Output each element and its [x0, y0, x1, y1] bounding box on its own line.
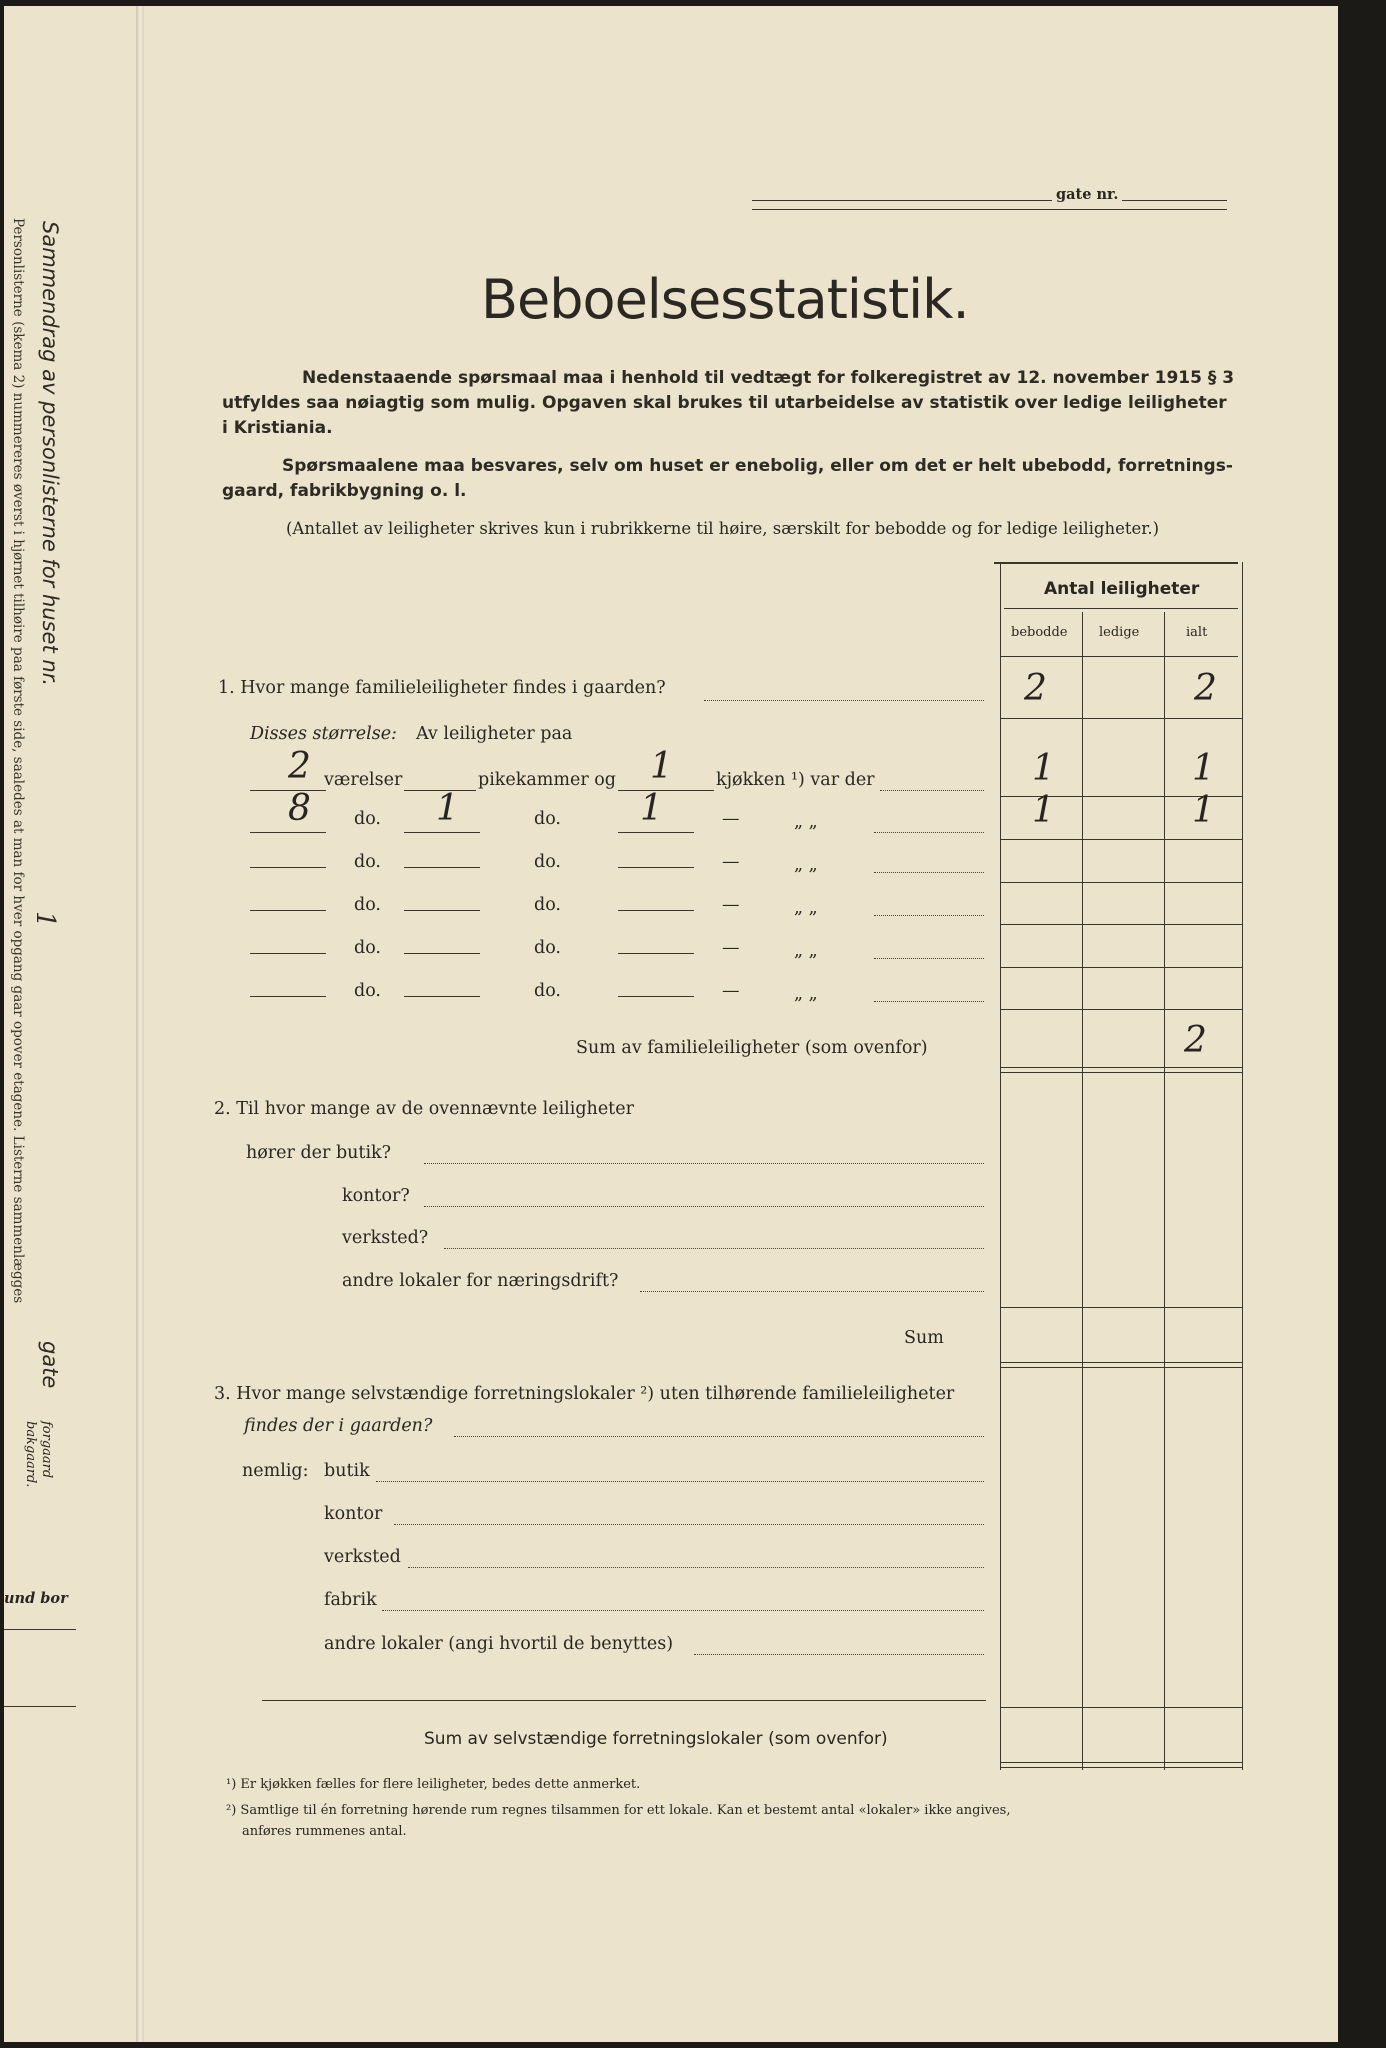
leader-dots: [382, 1610, 984, 1611]
do-label: do.: [354, 938, 381, 958]
kjokken-label: kjøkken ¹) var der: [716, 770, 875, 790]
do-label: do.: [354, 852, 381, 872]
sidebar-handwritten-number: 1: [30, 911, 60, 928]
q1-sum-ialt: 2: [1184, 1020, 1207, 1061]
table-top-rule: [994, 562, 1238, 564]
q1-row2-maid: 1: [436, 788, 459, 829]
col-ialt: ialt: [1186, 625, 1208, 640]
leader-dots: [394, 1524, 984, 1525]
sidebar-gate: gate: [38, 1341, 62, 1389]
table-row-rule: [1000, 967, 1242, 968]
sidebar-instructions: Personlisterne (skema 2) nummereres øverst i hjørnet tilhøire paa første side, saaledes at man for hver opgang gaar opover etagene. Listerne sammenlægges: [10, 218, 26, 1304]
table-row-rule: [1000, 1067, 1242, 1068]
leader-dots: [376, 1481, 984, 1482]
maid-field: [404, 953, 480, 954]
leader-dots: [874, 915, 984, 916]
gate-nr-line: [752, 200, 1227, 201]
q1-row1-ialt: 1: [1192, 748, 1215, 789]
sidebar-title: Sammendrag av personlisterne for huset nr.: [38, 221, 62, 687]
gate-nr-line: [752, 209, 1227, 210]
pikekammer-label: pikekammer og: [478, 770, 617, 790]
table-row-rule: [1000, 924, 1242, 925]
sidebar-line: [4, 1706, 76, 1707]
table-row-rule: [1000, 1362, 1242, 1363]
table-row-rule: [1000, 1009, 1242, 1010]
q3-fabrik: fabrik: [324, 1590, 377, 1610]
q3-sum: [424, 1729, 888, 1749]
q1-total-ialt: 2: [1194, 668, 1217, 709]
leader-dots: [874, 958, 984, 959]
kitchen-field: [618, 910, 694, 911]
col-bebodde: bebodde: [1011, 625, 1068, 640]
rooms-field: [250, 996, 326, 997]
dash-mark: —: [722, 852, 740, 872]
table-col-line: [1164, 612, 1165, 1770]
q1-sum-label: Sum av familieleiligheter (som ovenfor): [576, 1038, 928, 1058]
dash-mark: —: [722, 809, 740, 829]
q1-label: 1. Hvor mange familieleiligheter findes i gaarden?: [218, 678, 666, 698]
table-row-rule: [1000, 1767, 1242, 1768]
table-header-bottom: [1000, 656, 1238, 657]
q1-size-rest: Av leiligheter paa: [416, 724, 573, 744]
maid-field: [404, 910, 480, 911]
do-label: do.: [534, 809, 561, 829]
table-col-line: [1000, 562, 1001, 1770]
q1-size-lead: Disses størrelse:: [250, 724, 397, 744]
kitchen-field: [618, 996, 694, 997]
maid-field: [404, 996, 480, 997]
leader-dots: [408, 1567, 984, 1568]
rooms-field: [250, 910, 326, 911]
leader-dots: [694, 1654, 984, 1655]
q1-total-bebodde: 2: [1024, 668, 1047, 709]
dash-mark: —: [722, 981, 740, 1001]
q3-sum-text: Sum av selvstændige forretningslokaler (som ovenfor): [424, 1729, 888, 1749]
rooms-field: [250, 953, 326, 954]
q1-row2-rooms: 8: [288, 788, 311, 829]
page-title: Beboelsesstatistik.: [481, 268, 969, 331]
leader-dots: [424, 1206, 984, 1207]
leader-dots: [874, 832, 984, 833]
do-label: do.: [354, 809, 381, 829]
q3-label: 3. Hvor mange selvstændige forretningslokaler ²) uten tilhørende familieleiligheter: [214, 1384, 955, 1404]
footnote-2: ²) Samtlige til én forretning hørende rum regnes tilsammen for ett lokale. Kan et bestemt antal «lokaler» ikke angives,: [226, 1803, 1011, 1818]
rooms-field: [250, 867, 326, 868]
q3-verksted: verksted: [324, 1547, 401, 1567]
q1-row2-bebodde: 1: [1032, 790, 1055, 831]
ditto-mark: „ „: [794, 812, 818, 832]
table-row-rule: [1000, 1707, 1242, 1708]
rooms-field: [250, 832, 326, 833]
intro-line: utfyldes saa nøiagtig som mulig. Opgaven skal brukes til utarbeidelse av statistik over ledige leiligheter: [222, 393, 1227, 413]
do-label: do.: [534, 938, 561, 958]
leader-dots: [454, 1436, 984, 1437]
leader-dots: [880, 790, 984, 791]
sidebar-und-bor: und bor: [4, 1590, 68, 1607]
leader-dots: [704, 700, 984, 701]
intro-line: i Kristiania.: [222, 418, 333, 438]
q1-row1-kitchen: 1: [650, 746, 673, 787]
q1-row1-bebodde: 1: [1032, 748, 1055, 789]
leader-dots: [874, 872, 984, 873]
do-label: do.: [534, 852, 561, 872]
do-label: do.: [354, 981, 381, 1001]
do-label: do.: [534, 981, 561, 1001]
table-header-title: Antal leiligheter: [1044, 579, 1200, 599]
table-row-rule: [1000, 1072, 1242, 1073]
table-row-rule: [1000, 882, 1242, 883]
table-row-rule: [1000, 839, 1242, 840]
q2-kontor: kontor?: [342, 1186, 410, 1206]
table-row-rule: [1000, 718, 1242, 719]
ditto-mark: „ „: [794, 898, 818, 918]
ditto-mark: „ „: [794, 941, 818, 961]
sidebar-line: [4, 1629, 76, 1630]
q3-nemlig: nemlig:: [242, 1461, 309, 1481]
col-ledige: ledige: [1099, 625, 1140, 640]
intro-note: (Antallet av leiligheter skrives kun i rubrikkerne til høire, særskilt for bebodde og for ledige leiligheter.): [286, 519, 1160, 538]
q3-andre: andre lokaler (angi hvortil de benyttes): [324, 1634, 674, 1654]
leader-dots: [640, 1291, 984, 1292]
form-page: [4, 6, 1338, 2042]
do-label: do.: [534, 895, 561, 915]
maid-field: [404, 867, 480, 868]
intro-line: Spørsmaalene maa besvares, selv om huset er enebolig, eller om det er helt ubebodd, forretnings-: [282, 456, 1233, 476]
q3-butik: butik: [324, 1461, 370, 1481]
q2-label: 2. Til hvor mange av de ovennævnte leiligheter: [214, 1099, 634, 1119]
leader-dots: [444, 1248, 984, 1249]
q1-row2-kitchen: 1: [640, 788, 663, 829]
q2-andre: andre lokaler for næringsdrift?: [342, 1271, 619, 1291]
q1-row2-ialt: 1: [1192, 790, 1215, 831]
q2-verksted: verksted?: [342, 1228, 429, 1248]
q2-butik: hører der butik?: [246, 1143, 392, 1163]
table-col-line: [1242, 562, 1243, 1770]
kitchen-field: [618, 832, 694, 833]
table-header-rule: [1004, 608, 1238, 609]
q3-extra-line: [262, 1700, 986, 1701]
leader-dots: [424, 1163, 984, 1164]
intro-line: gaard, fabrikbygning o. l.: [222, 481, 467, 501]
footnote-1: ¹) Er kjøkken fælles for flere leiligheter, bedes dette anmerket.: [226, 1777, 641, 1792]
dash-mark: —: [722, 938, 740, 958]
gate-nr-label: gate nr.: [1052, 186, 1122, 203]
table-col-line: [1082, 612, 1083, 1770]
kitchen-field: [618, 867, 694, 868]
page-fold: [136, 6, 144, 2042]
ditto-mark: „ „: [794, 855, 818, 875]
kitchen-field: [618, 953, 694, 954]
q1-row1-rooms: 2: [288, 746, 311, 787]
q3-kontor: kontor: [324, 1504, 383, 1524]
footnote-3: anføres rummenes antal.: [242, 1824, 407, 1839]
table-row-rule: [1000, 1307, 1242, 1308]
table-row-rule: [1000, 1367, 1242, 1368]
vaerelser-label: værelser: [324, 770, 403, 790]
leader-dots: [874, 1001, 984, 1002]
maid-field: [404, 832, 480, 833]
sidebar-forgaard: forgaard: [39, 1421, 54, 1479]
kitchen-field: [618, 790, 714, 791]
ditto-mark: „ „: [794, 984, 818, 1004]
table-row-rule: [1000, 1762, 1242, 1763]
q3-line2: findes der i gaarden?: [244, 1416, 433, 1436]
intro-line: Nedenstaaende spørsmaal maa i henhold til vedtægt for folkeregistret av 12. november 1915 § 3: [302, 368, 1235, 388]
dash-mark: —: [722, 895, 740, 915]
sidebar-bakgaard: bakgaard.: [23, 1421, 38, 1488]
do-label: do.: [354, 895, 381, 915]
q2-sum: Sum: [904, 1328, 944, 1348]
